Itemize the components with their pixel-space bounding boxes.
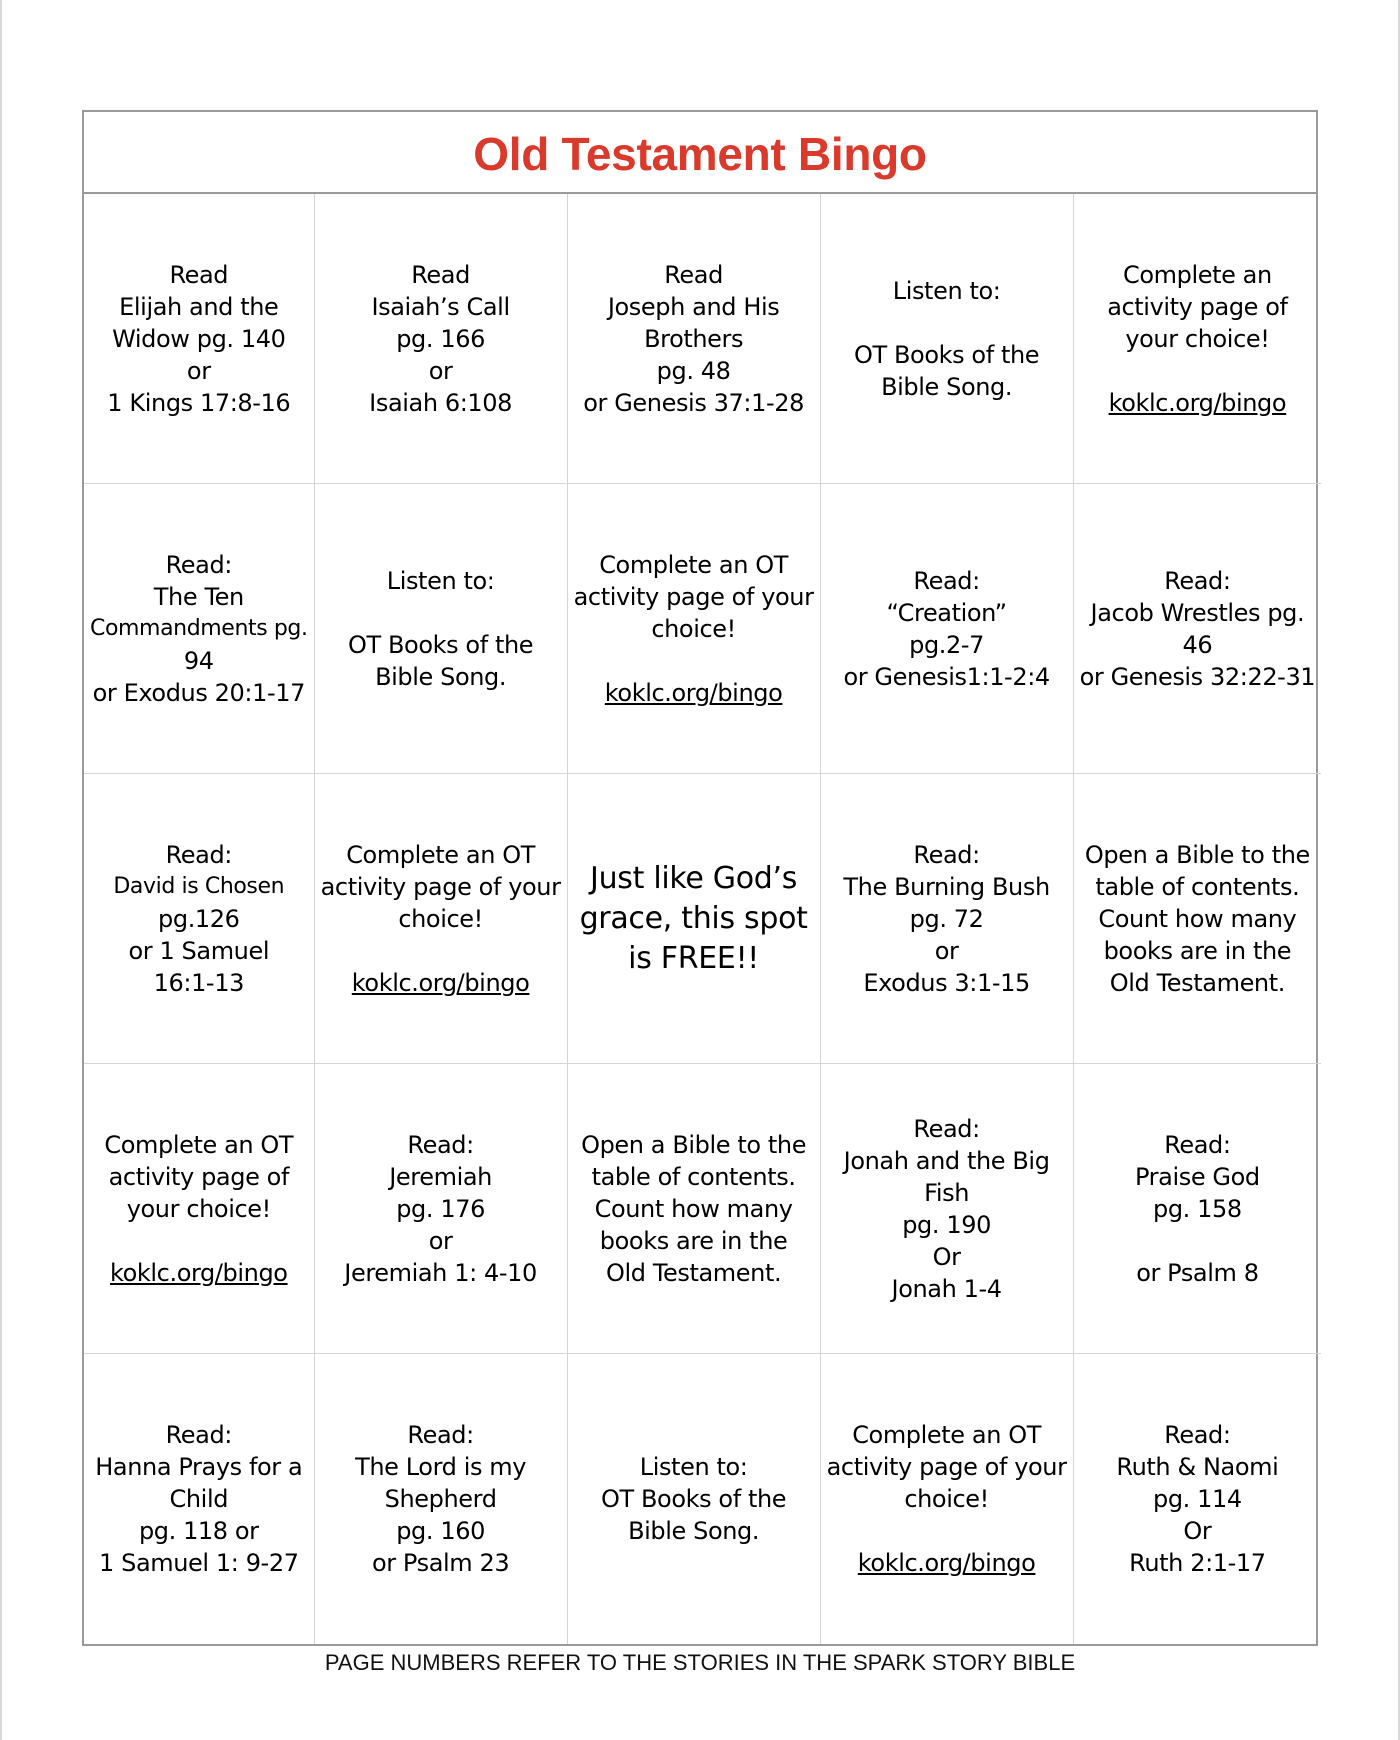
footer-note: PAGE NUMBERS REFER TO THE STORIES IN THE SPARK STORY BIBLE [324, 1650, 1076, 1675]
cell-text-line: Count how many [594, 1194, 793, 1223]
cell-text-line: Read: [913, 566, 980, 595]
cell-text-line: Jeremiah 1: 4-10 [344, 1258, 537, 1287]
bingo-cell [315, 1064, 568, 1354]
cell-text-line: Child [169, 1485, 229, 1513]
cell-text-line: Jonah and the Big [843, 1146, 1050, 1175]
title-row [84, 112, 1316, 194]
cell-text-line: Read: [407, 1421, 474, 1449]
cell-text-line: Elijah and the [119, 292, 279, 321]
cell-text-line: pg. 176 [396, 1194, 485, 1223]
bingo-link[interactable]: koklc.org/bingo [351, 968, 530, 997]
cell-text-line: Complete an OT [599, 550, 788, 579]
cell-text-line: activity page of your [573, 582, 814, 611]
bingo-cell [1074, 484, 1322, 774]
bingo-cell [821, 1064, 1074, 1354]
cell-text-line: Read: [1164, 1421, 1231, 1449]
bingo-cell [568, 1354, 821, 1644]
cell-text-line: Widow pg. 140 [112, 324, 286, 353]
bingo-cell [821, 484, 1074, 774]
cell-text-line: Read [411, 260, 470, 289]
cell-text-line: Jacob Wrestles pg. [1090, 598, 1305, 627]
cell-text-line: activity page of [108, 1162, 289, 1191]
cell-text-line: The Burning Bush [843, 872, 1050, 901]
cell-text-line: Jeremiah [389, 1162, 492, 1191]
cell-text-line: Read: [165, 840, 232, 869]
cell-text-line: Read: [913, 840, 980, 869]
bingo-cell [84, 1354, 315, 1644]
cell-text-line: Commandments pg. [90, 615, 308, 641]
cell-text-line: 1 Kings 17:8-16 [107, 388, 291, 417]
cell-text-line: 94 [183, 646, 214, 675]
cell-text-line: Read: [913, 1114, 980, 1143]
cell-text-line: pg.2-7 [909, 630, 985, 659]
cell-text-line: or Genesis 32:22-31 [1079, 662, 1316, 691]
cell-text-line: Old Testament. [606, 1258, 782, 1287]
cell-text-line: Fish [924, 1178, 970, 1207]
cell-text-line: or Genesis 37:1-28 [583, 388, 804, 417]
cell-text-line: Read: [407, 1130, 474, 1159]
bingo-link[interactable]: koklc.org/bingo [1108, 388, 1287, 417]
bingo-cell [315, 1354, 568, 1644]
cell-text-line: Read: [165, 550, 232, 579]
cell-text-line: pg. 166 [396, 324, 485, 353]
cell-text-line: 1 Samuel 1: 9-27 [99, 1549, 299, 1577]
bingo-cell [821, 774, 1074, 1064]
cell-text-line: or [934, 936, 959, 965]
cell-text-line: Praise God [1135, 1162, 1260, 1191]
cell-text-line: your choice! [1125, 324, 1270, 353]
bingo-cell [315, 774, 568, 1064]
bingo-cell [315, 484, 568, 774]
cell-text-line: your choice! [126, 1194, 271, 1223]
cell-text-line: Read [169, 260, 229, 289]
cell-text-line: “Creation” [886, 598, 1007, 627]
bingo-cell [84, 774, 315, 1064]
cell-text-line: choice! [651, 614, 736, 643]
cell-text-line: Listen to: [639, 1453, 748, 1481]
cell-text-line: activity page of [1107, 292, 1288, 321]
bingo-cell-free [568, 774, 821, 1064]
cell-text-line: or [428, 356, 453, 385]
cell-text-line: choice! [398, 904, 483, 933]
bingo-cell [1074, 194, 1322, 484]
cell-text-line: Ruth 2:1-17 [1129, 1549, 1266, 1577]
cell-text-line: is FREE!! [628, 940, 760, 976]
cell-text-line: pg.126 [158, 904, 240, 933]
cell-text-line: Complete an [1122, 260, 1272, 289]
cell-text-line: Read: [165, 1421, 232, 1449]
bingo-cell [821, 194, 1074, 484]
cell-text-line: Brothers [644, 324, 744, 353]
bingo-board [82, 110, 1318, 1646]
cell-text-line: Complete an OT [104, 1130, 294, 1159]
cell-text-line: Old Testament. [1109, 968, 1285, 997]
cell-text-line: pg. 118 or [138, 1517, 259, 1545]
cell-text-line: Bible Song. [375, 662, 507, 691]
cell-text-line: Exodus 3:1-15 [863, 968, 1030, 997]
cell-text-line: Complete an OT [346, 840, 535, 869]
cell-text-line: or [428, 1226, 453, 1255]
cell-text-line: Or [1183, 1517, 1212, 1545]
cell-text-line: Isaiah’s Call [371, 292, 510, 321]
page-edge-left [0, 0, 2, 1740]
cell-text-line: The Lord is my [355, 1453, 527, 1481]
cell-text-line: or Psalm 8 [1136, 1258, 1259, 1287]
bingo-cell [84, 484, 315, 774]
cell-text-line: Open a Bible to the [1084, 840, 1310, 869]
cell-text-line: 16:1-13 [153, 968, 244, 997]
bingo-link[interactable]: koklc.org/bingo [109, 1258, 288, 1287]
cell-text-line: Open a Bible to the [581, 1130, 807, 1159]
cell-text-line: activity page of your [826, 1453, 1067, 1481]
cell-text-line: or Exodus 20:1-17 [92, 678, 305, 707]
cell-text-line: choice! [904, 1485, 989, 1513]
cell-text-line: Read: [1164, 1130, 1231, 1159]
cell-text-line: Isaiah 6:108 [369, 388, 513, 417]
cell-text-line: table of contents. [1095, 872, 1300, 901]
bingo-cell [1074, 774, 1322, 1064]
cell-text-line: David is Chosen [113, 873, 285, 899]
cell-text-line: books are in the [599, 1226, 788, 1255]
cell-text-line: Or [932, 1242, 961, 1271]
cell-text-line: books are in the [1103, 936, 1292, 965]
cell-text-line: pg. 72 [909, 904, 984, 933]
bingo-link[interactable]: koklc.org/bingo [604, 678, 783, 707]
cell-text-line: OT Books of the [347, 630, 534, 659]
cell-text-line: or [186, 356, 211, 385]
cell-text-line: Bible Song. [628, 1517, 760, 1545]
bingo-cell [568, 484, 821, 774]
cell-text-line: Shepherd [384, 1485, 497, 1513]
cell-text-line: The Ten [153, 582, 244, 611]
cell-text-line: or Genesis1:1-2:4 [843, 662, 1050, 691]
cell-text-line: table of contents. [591, 1162, 796, 1191]
cell-text-line: Read: [1164, 566, 1231, 595]
bingo-cell [1074, 1354, 1322, 1644]
cell-text-line: Ruth & Naomi [1116, 1453, 1279, 1481]
cell-text-line: Joseph and His [607, 292, 780, 321]
bingo-link[interactable]: koklc.org/bingo [857, 1549, 1036, 1577]
cell-text-line: grace, this spot [579, 900, 808, 936]
cell-text-line: Count how many [1098, 904, 1297, 933]
bingo-cell [568, 1064, 821, 1354]
bingo-cell [315, 194, 568, 484]
cell-text-line: Read [664, 260, 723, 289]
cell-text-line: or Psalm 23 [371, 1549, 510, 1577]
cell-text-line: OT Books of the [853, 340, 1040, 369]
cell-text-line: OT Books of the [600, 1485, 787, 1513]
cell-text-line: Jonah 1-4 [891, 1274, 1002, 1303]
bingo-cell [84, 194, 315, 484]
cell-text-line: pg. 160 [396, 1517, 485, 1545]
cell-text-line: Just like God’s [590, 860, 798, 896]
cell-text-line: Listen to: [386, 566, 495, 595]
cell-text-line: pg. 48 [656, 356, 731, 385]
bingo-grid [84, 194, 1316, 1644]
cell-text-line: pg. 158 [1153, 1194, 1242, 1223]
bingo-cell [821, 1354, 1074, 1644]
cell-text-line: 46 [1182, 630, 1213, 659]
bingo-cell [84, 1064, 315, 1354]
bingo-cell [568, 194, 821, 484]
cell-text-line: Bible Song. [881, 372, 1013, 401]
cell-text-line: or 1 Samuel [128, 936, 270, 965]
page-title: Old Testament Bingo [473, 128, 927, 180]
cell-text-line: activity page of your [320, 872, 561, 901]
bingo-cell [1074, 1064, 1322, 1354]
cell-text-line: pg. 114 [1153, 1485, 1242, 1513]
cell-text-line: Hanna Prays for a [95, 1453, 303, 1481]
cell-text-line: pg. 190 [902, 1210, 991, 1239]
cell-text-line: Complete an OT [852, 1421, 1041, 1449]
cell-text-line: Listen to: [892, 276, 1001, 305]
